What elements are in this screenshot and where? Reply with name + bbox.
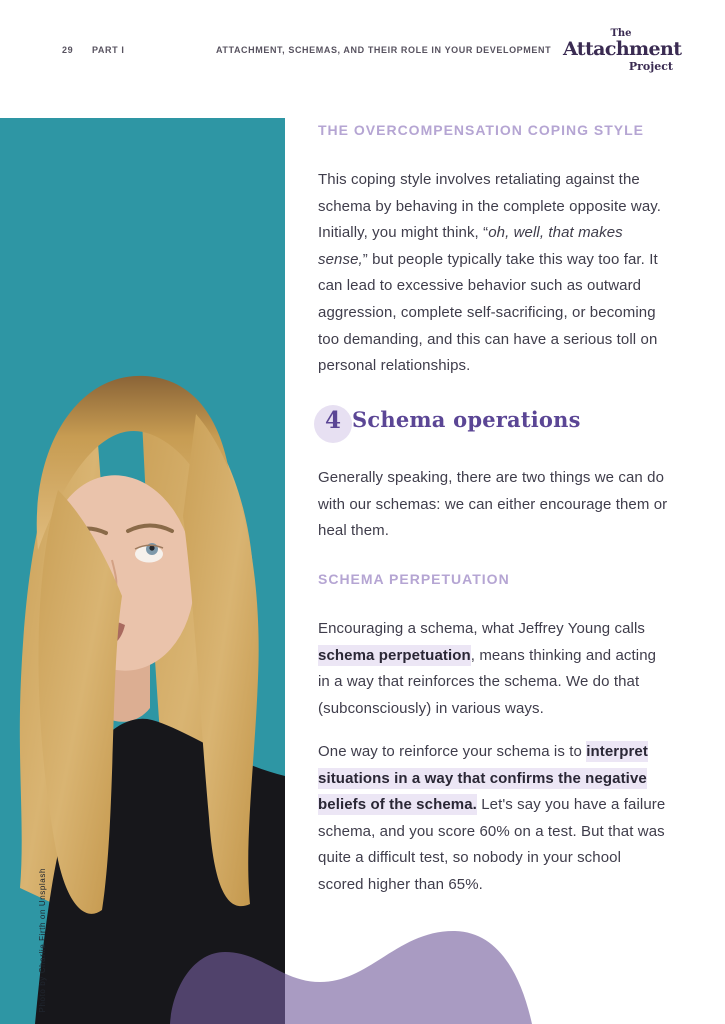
schema-operations-heading [318, 401, 668, 447]
attachment-project-logo [563, 28, 682, 73]
reinforce-paragraph [318, 739, 668, 899]
text-segment: ” but people typically take this way too far. It can lead to excessive behavior such as outward aggression, complete self-sacrificing, or becoming too demanding, and this can have a serious toll on personal relationships. [318, 250, 658, 375]
text-segment: Let's say you have a failure schema, and you score 60% on a test. But that was quite a difficult test, so nobody in your school scored higher than 65%. [318, 796, 666, 893]
photo-credit: Photo by Charlie Firth on Unsplash [38, 867, 47, 1012]
portrait-photo [0, 118, 285, 1024]
section-title: Schema operations [352, 407, 581, 432]
perpetuation-paragraph [318, 616, 668, 722]
text-segment: This coping style involves retaliating against the schema by behaving in the complete opposite way. Initially, you might think, “ [318, 171, 662, 242]
text-segment: One way to reinforce your schema is to [318, 743, 587, 760]
page-header [0, 0, 725, 90]
text-segment: oh, well, that makes sense, [318, 224, 623, 268]
part-label: PART I [92, 45, 125, 55]
chapter-title: ATTACHMENT, SCHEMAS, AND THEIR ROLE IN YOUR DEVELOPMENT [216, 45, 552, 55]
page-number: 29 [62, 45, 74, 55]
text-segment: interpret situations in a way that confirms the negative beliefs of the schema. [318, 743, 648, 814]
text-segment: schema perpetuation [318, 646, 471, 664]
logo-line-attachment: Attachment [563, 38, 682, 60]
section-number: 4 [325, 407, 342, 434]
logo-line-the: The [610, 28, 632, 39]
text-segment: Encouraging a schema, what Jeffrey Young calls [318, 620, 646, 637]
logo-line-project: Project [628, 60, 673, 73]
text-segment: , means thinking and acting in a way that reinforces the schema. We do that (subconsciously) in various ways. [318, 646, 657, 717]
operations-paragraph [318, 465, 668, 545]
overcompensation-heading: THE OVERCOMPENSATION COPING STYLE [318, 122, 644, 138]
text-segment: Generally speaking, there are two things we can do with our schemas: we can either encourage them or heal them. [318, 469, 668, 540]
coping-paragraph [318, 167, 668, 380]
schema-perpetuation-heading: SCHEMA PERPETUATION [318, 571, 510, 587]
